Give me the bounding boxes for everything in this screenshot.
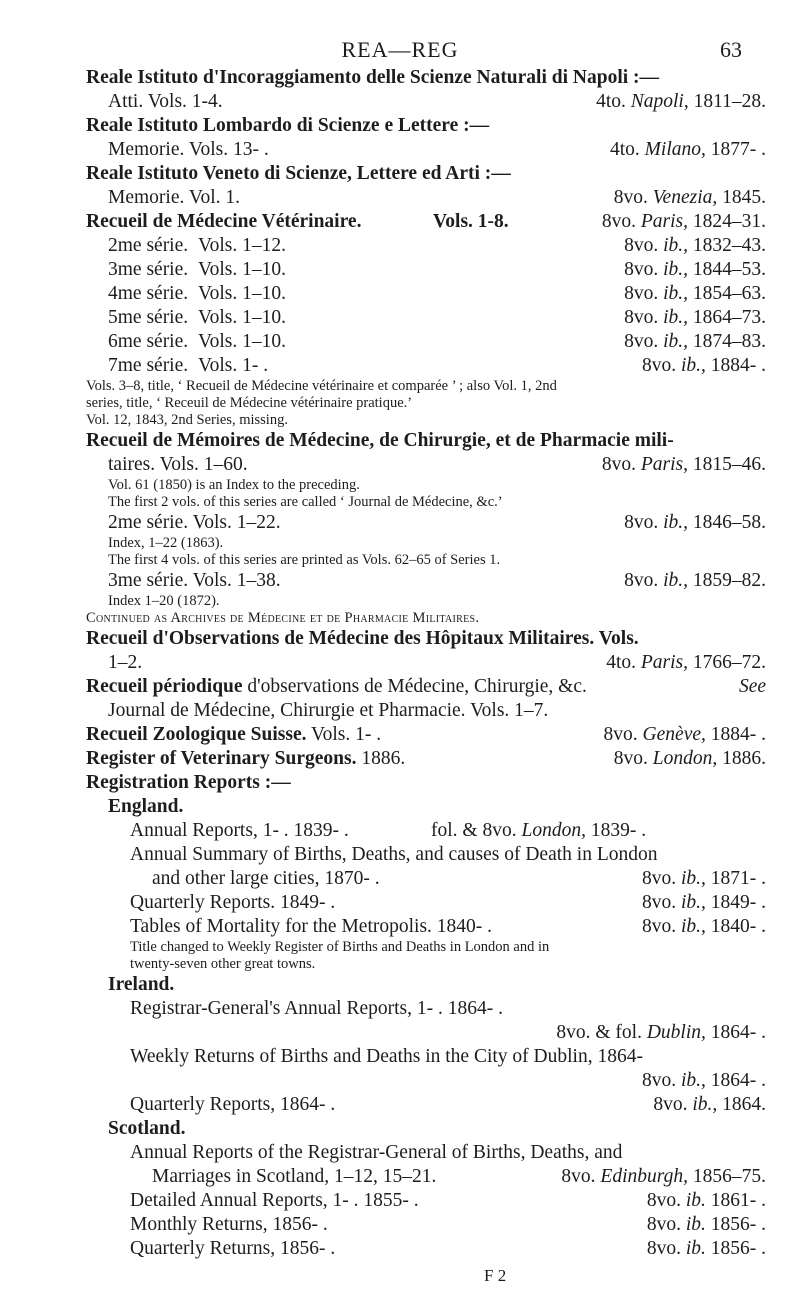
entry-title: Recueil de Mémoires de Médecine, de Chirurgie, et de Pharmacie mili- (86, 430, 674, 451)
entry-line: 1–2. 4to. Paris, 1766–72. (108, 652, 766, 673)
series-row: 2me série. Vols. 1–12. 8vo. ib., 1832–43. (108, 235, 766, 256)
note: twenty-seven other great towns. (130, 956, 316, 972)
entry-line: Registrar-General's Annual Reports, 1- . 1864- . (130, 998, 503, 1019)
entry-title: Recueil d'Observations de Médecine des Hôpitaux Militaires. Vols. (86, 628, 639, 649)
catalogue-entries (86, 66, 766, 1261)
entry-line: Quarterly Returns, 1856- . 8vo. ib. 1856- . (130, 1238, 766, 1259)
series-row: 3me série. Vols. 1–10. 8vo. ib., 1844–53. (108, 259, 766, 280)
entry-line: Annual Reports, 1- . 1839- . fol. & 8vo. London, 1839- . (130, 820, 647, 841)
entry-title: Reale Istituto d'Incoraggiamento delle Scienze Naturali di Napoli :— (86, 67, 660, 88)
entry-title: Reale Istituto Lombardo di Scienze e Lettere :— (86, 115, 490, 136)
entry-line: Weekly Returns of Births and Deaths in the City of Dublin, 1864- (130, 1046, 643, 1067)
entry-line: Memorie. Vol. 1. 8vo. Venezia, 1845. (108, 187, 766, 208)
entry-line: and other large cities, 1870- . 8vo. ib., 1871- . (152, 868, 766, 889)
signature-mark: F 2 (484, 1266, 507, 1285)
entry-line: Quarterly Reports. 1849- . 8vo. ib., 1849- . (130, 892, 766, 913)
entry-line: Annual Reports of the Registrar-General of Births, Deaths, and (130, 1142, 623, 1163)
entry-line: Memorie. Vols. 13- . 4to. Milano, 1877- . (108, 139, 766, 160)
entry-line: taires. Vols. 1–60. 8vo. Paris, 1815–46. (108, 454, 766, 475)
running-header: REA—REG (341, 37, 459, 62)
entry-line: Recueil de Médecine Vétérinaire. Vols. 1-8. 8vo. Paris, 1824–31. (86, 211, 766, 232)
series-row: 5me série. Vols. 1–10. 8vo. ib., 1864–73. (108, 307, 766, 328)
entry-line: Marriages in Scotland, 1–12, 15–21. 8vo. Edinburgh, 1856–75. (152, 1166, 766, 1187)
entry-line: 3me série. Vols. 1–38. 8vo. ib., 1859–82. (108, 570, 766, 591)
note: Title changed to Weekly Register of Births and Deaths in London and in (130, 939, 550, 955)
entry-line: 2me série. Vols. 1–22. 8vo. ib., 1846–58. (108, 512, 766, 533)
entry-line: 8vo. ib., 1864- . (641, 1070, 766, 1091)
series-row: 6me série. Vols. 1–10. 8vo. ib., 1874–83. (108, 331, 766, 352)
note: Index 1–20 (1872). (108, 593, 220, 609)
note: series, title, ‘ Receuil de Médecine vétérinaire pratique.’ (86, 395, 413, 411)
entry-line: Detailed Annual Reports, 1- . 1855- . 8vo. ib. 1861- . (130, 1190, 766, 1211)
series-row: 7me série. Vols. 1- . 8vo. ib., 1884- . (108, 355, 766, 376)
entry-line: Register of Veterinary Surgeons. 1886. 8vo. London, 1886. (86, 748, 766, 769)
entry-title: Reale Istituto Veneto di Scienze, Lettere ed Arti :— (86, 163, 511, 184)
note: Vols. 3–8, title, ‘ Recueil de Médecine vétérinaire et comparée ’ ; also Vol. 1, 2nd (86, 378, 557, 394)
entry-line: Monthly Returns, 1856- . 8vo. ib. 1856- . (130, 1214, 766, 1235)
note: Index, 1–22 (1863). (108, 535, 224, 551)
series-row: 4me série. Vols. 1–10. 8vo. ib., 1854–63. (108, 283, 766, 304)
entry-line: 8vo. & fol. Dublin, 1864- . (556, 1022, 766, 1043)
section-heading: Ireland. (108, 974, 175, 995)
note: Vol. 61 (1850) is an Index to the preceding. (108, 477, 360, 493)
entry-line: Recueil périodique d'observations de Médecine, Chirurgie, &c. See (86, 676, 766, 697)
entry-line: Tables of Mortality for the Metropolis. 1840- . 8vo. ib., 1840- . (130, 916, 766, 937)
entry-line: Recueil Zoologique Suisse. Vols. 1- . 8vo. Genève, 1884- . (86, 724, 766, 745)
page-number: 63 (720, 37, 742, 62)
entry-line: Atti. Vols. 1-4. 4to. Napoli, 1811–28. (108, 91, 766, 112)
entry-line: Quarterly Reports, 1864- . 8vo. ib., 1864. (130, 1094, 766, 1115)
note: Vol. 12, 1843, 2nd Series, missing. (86, 412, 288, 428)
section-heading: England. (108, 796, 184, 817)
note: The first 2 vols. of this series are called ‘ Journal de Médecine, &c.’ (108, 494, 503, 510)
entry-title: Registration Reports :— (86, 772, 291, 793)
note: The first 4 vols. of this series are printed as Vols. 62–65 of Series 1. (108, 552, 501, 568)
entry-line: Journal de Médecine, Chirurgie et Pharmacie. Vols. 1–7. (108, 700, 549, 721)
note: Continued as Archives de Médecine et de Pharmacie Militaires. (86, 610, 480, 626)
entry-line: Annual Summary of Births, Deaths, and causes of Death in London (130, 844, 658, 865)
section-heading: Scotland. (108, 1118, 186, 1139)
